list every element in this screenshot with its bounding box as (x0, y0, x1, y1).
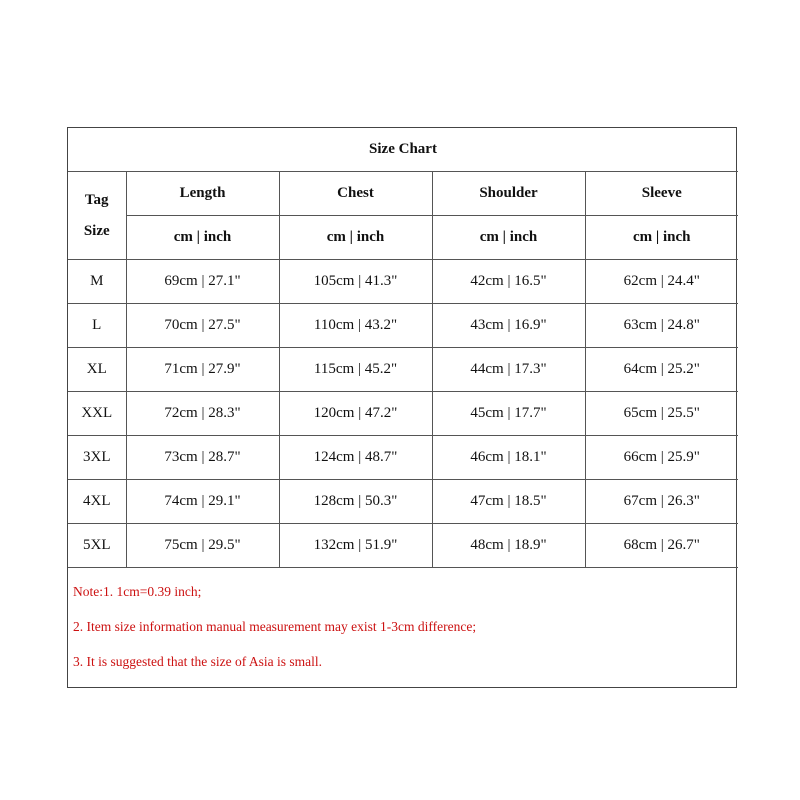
shoulder-cell: 45cm | 17.7" (432, 392, 585, 436)
shoulder-cell: 44cm | 17.3" (432, 348, 585, 392)
chest-cell: 124cm | 48.7" (279, 436, 432, 480)
size-cell: 4XL (68, 480, 126, 524)
note-line-2: 2. Item size information manual measurement may exist 1-3cm difference; (73, 619, 477, 634)
note-line-1: Note:1. 1cm=0.39 inch; (73, 584, 202, 599)
length-cell: 73cm | 28.7" (126, 436, 279, 480)
unit-header-shoulder: cm | inch (432, 216, 585, 260)
chest-cell: 128cm | 50.3" (279, 480, 432, 524)
sleeve-cell: 64cm | 25.2" (585, 348, 738, 392)
unit-header-sleeve: cm | inch (585, 216, 738, 260)
size-cell: M (68, 260, 126, 304)
length-cell: 70cm | 27.5" (126, 304, 279, 348)
length-cell: 69cm | 27.1" (126, 260, 279, 304)
size-cell: 3XL (68, 436, 126, 480)
note-line-3: 3. It is suggested that the size of Asia is small. (73, 654, 322, 669)
chest-cell: 110cm | 43.2" (279, 304, 432, 348)
tag-size-header (68, 172, 126, 260)
table-row (68, 392, 738, 436)
table-row (68, 436, 738, 480)
shoulder-cell: 46cm | 18.1" (432, 436, 585, 480)
chest-cell: 115cm | 45.2" (279, 348, 432, 392)
chest-cell: 120cm | 47.2" (279, 392, 432, 436)
size-table (68, 128, 738, 568)
length-cell: 75cm | 29.5" (126, 524, 279, 568)
chest-cell: 132cm | 51.9" (279, 524, 432, 568)
shoulder-cell: 43cm | 16.9" (432, 304, 585, 348)
column-header-chest: Chest (279, 172, 432, 216)
unit-header-chest: cm | inch (279, 216, 432, 260)
size-cell: XXL (68, 392, 126, 436)
column-header-sleeve: Sleeve (585, 172, 738, 216)
size-cell: XL (68, 348, 126, 392)
table-row (68, 524, 738, 568)
sleeve-cell: 67cm | 26.3" (585, 480, 738, 524)
length-cell: 72cm | 28.3" (126, 392, 279, 436)
size-cell: 5XL (68, 524, 126, 568)
table-row (68, 260, 738, 304)
shoulder-cell: 48cm | 18.9" (432, 524, 585, 568)
size-chart (67, 127, 737, 688)
length-cell: 71cm | 27.9" (126, 348, 279, 392)
table-row (68, 348, 738, 392)
size-cell: L (68, 304, 126, 348)
chart-title: Size Chart (68, 128, 738, 172)
unit-header-length: cm | inch (126, 216, 279, 260)
sleeve-cell: 68cm | 26.7" (585, 524, 738, 568)
sleeve-cell: 63cm | 24.8" (585, 304, 738, 348)
size-label: Size (83, 222, 110, 239)
table-row (68, 304, 738, 348)
length-cell: 74cm | 29.1" (126, 480, 279, 524)
sleeve-cell: 65cm | 25.5" (585, 392, 738, 436)
shoulder-cell: 42cm | 16.5" (432, 260, 585, 304)
chest-cell: 105cm | 41.3" (279, 260, 432, 304)
sleeve-cell: 62cm | 24.4" (585, 260, 738, 304)
sleeve-cell: 66cm | 25.9" (585, 436, 738, 480)
column-header-shoulder: Shoulder (432, 172, 585, 216)
table-row (68, 480, 738, 524)
tag-label: Tag (84, 191, 109, 208)
shoulder-cell: 47cm | 18.5" (432, 480, 585, 524)
column-header-length: Length (126, 172, 279, 216)
notes-section (68, 568, 736, 687)
